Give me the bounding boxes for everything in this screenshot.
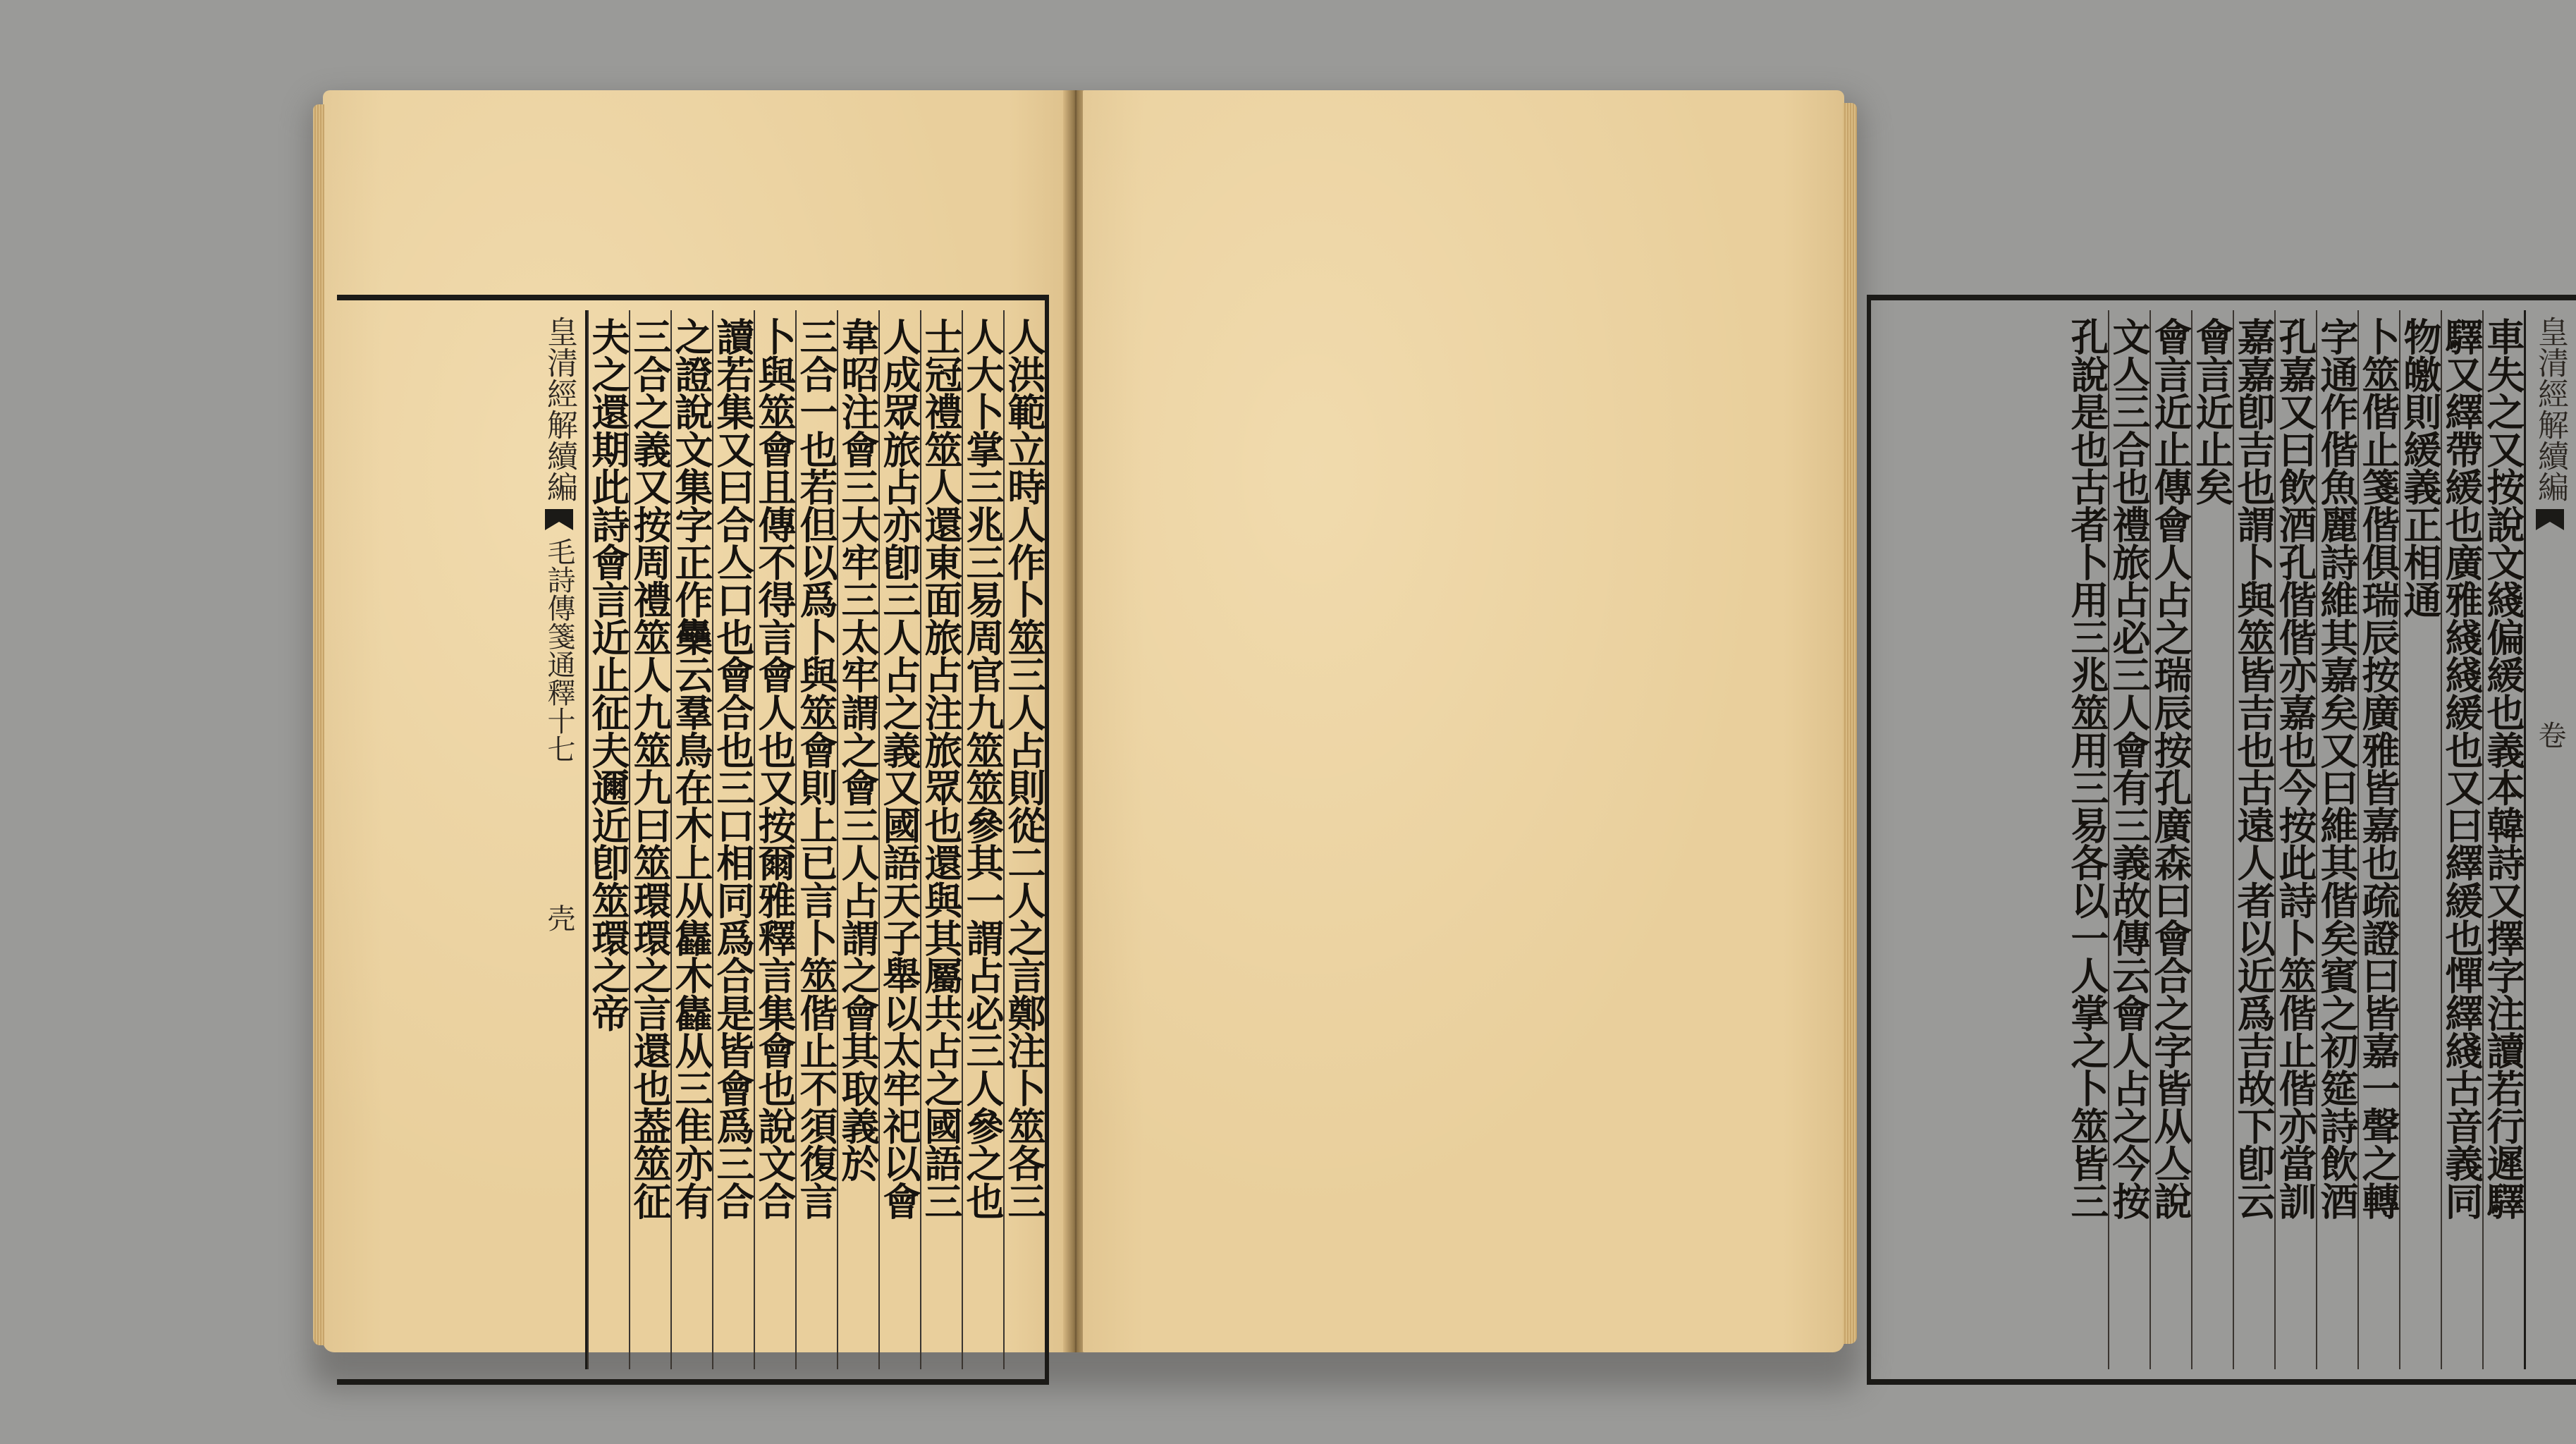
right-title-column <box>2524 310 2576 1369</box>
left-fish-tail-mark <box>545 509 573 530</box>
right-text-column-4: 卜筮偕止箋偕俱瑞辰按廣雅皆嘉也疏證曰皆嘉一聲之轉 <box>2357 310 2399 1369</box>
right-text-column-2: 驛又繹帶緩也廣雅綫綫緩也又曰繹緩也憚繹綫古音義同 <box>2441 310 2482 1369</box>
right-page <box>1083 90 2568 1352</box>
left-text-column-3: 士冠禮筮人還東面旅占注旅眾也還與其屬共占之國語三 <box>920 310 962 1369</box>
left-text-column-6: 三合一也若但以爲卜與筮會則上已言卜筮偕止不須復言 <box>795 310 837 1369</box>
right-text-column-9: 會言近止傳會人占之瑞辰按孔廣森曰會合之字皆从亼說 <box>2149 310 2191 1369</box>
left-page-edge <box>313 104 324 1345</box>
right-text-column-3: 物皦則緩義正相通 <box>2399 310 2441 1369</box>
right-text-column-7: 嘉嘉卽吉也謂卜與筮皆吉也古遠人者以近爲吉故下卽云 <box>2233 310 2274 1369</box>
right-text-column-1: 車失之又按說文綫偏緩也義本韓詩又擇字注讀若行遲驛 <box>2482 310 2524 1369</box>
left-text-column-7: 卜與筮會且傳不得言會人也又按爾雅釋言集會也說文合 <box>754 310 795 1369</box>
left-text-column-8: 讀若集又曰合亼口也會合也三口相同爲合是皆會爲三合 <box>712 310 754 1369</box>
left-text-column-5: 韋昭注會三大牢三太牢謂之會三人占謂之會其取義於 <box>837 310 878 1369</box>
left-text-column-1: 人洪範立時人作卜筮三人占則從二人之言鄭注卜筮各三 <box>1003 310 1045 1369</box>
left-folio: 壳 <box>543 904 575 932</box>
left-text-column-2: 人大卜掌三兆三易周官九筮筮參其一謂占必三人參之也 <box>962 310 1003 1369</box>
left-page <box>323 90 1069 1352</box>
right-text-column-5: 字通作偕魚麗詩維其嘉矣又曰維其偕矣賓之初筵詩飲酒 <box>2316 310 2357 1369</box>
left-book-title: 毛詩傳箋通釋十七 <box>543 537 575 763</box>
left-columns <box>337 310 1045 1369</box>
right-text-frame <box>1867 295 2576 1385</box>
right-text-column-10: 文亼三合也禮旅占必三人會有三義故傳云會人占之今按 <box>2108 310 2149 1369</box>
right-text-column-11: 孔說是也古者卜用三兆筮用三易各以一人掌之卜筮皆三 <box>2065 317 2110 1220</box>
left-text-column-9: 之證說文集字正作雧云羣鳥在木上从雥木雥从三隹亦有 <box>670 310 712 1369</box>
right-running-title: 皇清經解續編 <box>2532 316 2568 502</box>
left-text-column-11: 夫之還期此詩會言近止征夫邇近卽筮環之帝 <box>587 310 629 1369</box>
right-folio: 卷 <box>2534 721 2566 749</box>
left-text-column-10: 三合之義又按周禮筮人九筮九曰筮環環之言還也葢筮征 <box>629 310 670 1369</box>
left-running-title: 皇清經解續編 <box>541 316 577 502</box>
right-page-edge <box>1843 103 1857 1344</box>
right-text-column-6: 孔嘉又曰飲酒孔偕偕亦嘉也今按此詩卜筮偕止偕亦當訓 <box>2274 310 2316 1369</box>
left-title-column <box>535 310 587 1369</box>
left-text-column-4: 人成眾旅占亦卽三人占之義又國語天子舉以太牢祀以會 <box>878 310 920 1369</box>
right-fish-tail-mark <box>2536 509 2564 530</box>
open-book <box>323 90 2568 1352</box>
left-text-frame <box>337 295 1049 1385</box>
right-text-column-8: 會言近止矣 <box>2191 310 2233 1369</box>
right-columns <box>1871 310 2576 1369</box>
